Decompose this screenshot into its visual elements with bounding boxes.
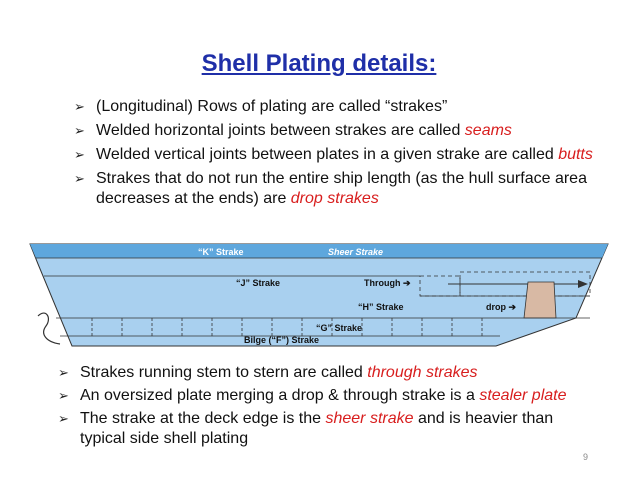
bullet-highlight: drop strakes [290,190,379,207]
arrow-bullet-icon: ➢ [74,123,85,138]
arrow-bullet-icon: ➢ [74,171,85,186]
bullet-highlight: stealer plate [479,387,567,404]
arrow-bullet-icon: ➢ [58,411,69,426]
bullet-text: Welded vertical joints between plates in a given strake are called [96,146,559,163]
label-bilge-strake: Bilge (“F”) Strake [244,335,320,345]
arrow-bullet-icon: ➢ [74,147,85,162]
bullet-list-bottom [58,363,588,452]
label-g-strake: “G” Strake [316,323,363,333]
stealer-plate [524,282,556,318]
bullet-text: Welded horizontal joints between strakes are called [96,122,465,139]
bullet-item [58,363,588,383]
label-drop: drop ➔ [486,302,517,312]
bullet-text: Strakes that do not run the entire ship length (as the hull surface area decreases at the ends) are [96,170,587,207]
label-k-strake: “K” Strake [198,247,244,257]
bullet-item [58,409,588,449]
bullet-highlight: sheer strake [325,410,414,427]
bullet-highlight: through strakes [367,364,478,381]
label-sheer-strake: Sheer Strake [328,247,384,257]
bullet-text: An oversized plate merging a drop & through strake is a [80,387,480,404]
sheer-strake-band [30,244,608,258]
bullet-item [58,386,588,406]
arrow-bullet-icon: ➢ [74,99,85,114]
slide-number: 9 [582,452,588,462]
bullet-text-after: and is heavier than typical side shell plating [80,410,554,447]
bullet-highlight: seams [464,122,512,139]
label-through: Through ➔ [364,278,411,288]
bullet-highlight: butts [558,146,593,163]
bullet-text: The strake at the deck edge is the [80,410,326,427]
bullet-text: Strakes running stem to stern are called [80,364,368,381]
label-j-strake: “J” Strake [236,278,281,288]
arrow-bullet-icon: ➢ [58,388,69,403]
label-h-strake: “H” Strake [358,302,404,312]
bullet-text: (Longitudinal) Rows of plating are called “strakes” [96,98,448,115]
slide-title: Shell Plating details: [201,50,437,77]
arrow-bullet-icon: ➢ [58,365,69,380]
